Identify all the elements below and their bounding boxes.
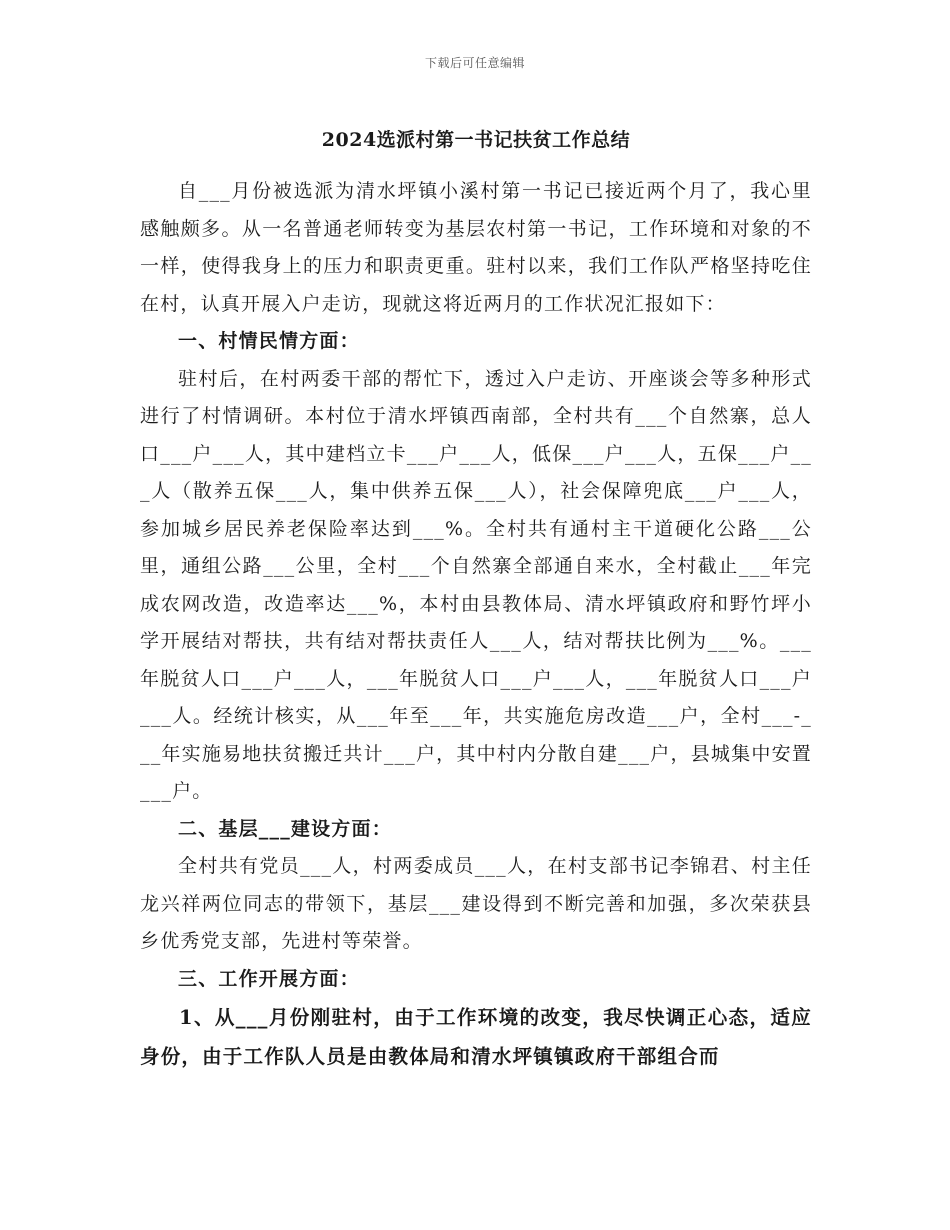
document-title: 2024选派村第一书记扶贫工作总结 (321, 129, 631, 151)
section-body-grassroots: 全村共有党员___人，村两委成员___人，在村支部书记李锦君、村主任龙兴祥两位同志的带领下，基层___建设得到不断完善和加强，多次荣获县乡优秀党支部，先进村等荣誉。 (140, 855, 812, 952)
section-heading-grassroots: 二、基层___建设方面： (178, 817, 392, 840)
intro-paragraph: 自___月份被选派为清水坪镇小溪村第一书记已接近两个月了，我心里感触颇多。从一名普通老师转变为基层农村第一书记，工作环境和对象的不一样，使得我身上的压力和职责更重。驻村以来，我们工作队严格坚持吃住在村，认真开展入户走访，现就这将近两月的工作状况汇报如下： (140, 180, 812, 315)
section-body-village: 驻村后，在村两委干部的帮忙下，透过入户走访、开座谈会等多种形式进行了村情调研。本村位于清水坪镇西南部，全村共有___个自然寨，总人口___户___人，其中建档立卡___户___人，低保___户___人，五保___户___人（散养五保___人，集中供养五保___人），社会保障兜底___户___人，参加城乡居民养老保险率达到___%。全村共有通村主干道硬化公路___公里，通组公路___公里，全村___个自然寨全部通自来水，全村截止___年完成农网改造，改造率达___%，本村由县教体局、清水坪镇政府和野竹坪小学开展结对帮扶，共有结对帮扶责任人___人，结对帮扶比例为___%。___年脱贫人口___户___人，___年脱贫人口___户___人，___年脱贫人口___户___人。经统计核实，从___年至___年，共实施危房改造___户，全村___-___年实施易地扶贫搬迁共计___户，其中村内分散自建___户，县城集中安置___户。 (140, 367, 812, 802)
document-body (140, 120, 812, 1076)
edit-note: 下载后可任意编辑 (424, 56, 525, 70)
section-heading-work: 三、工作开展方面： (178, 967, 360, 990)
section-heading-village: 一、村情民情方面： (178, 330, 360, 352)
work-item-1: 1、从___月份刚驻村，由于工作环境的改变，我尽快调正心态，适应身份，由于工作队人员是由教体局和清水坪镇镇政府干部组合而 (140, 1006, 812, 1068)
